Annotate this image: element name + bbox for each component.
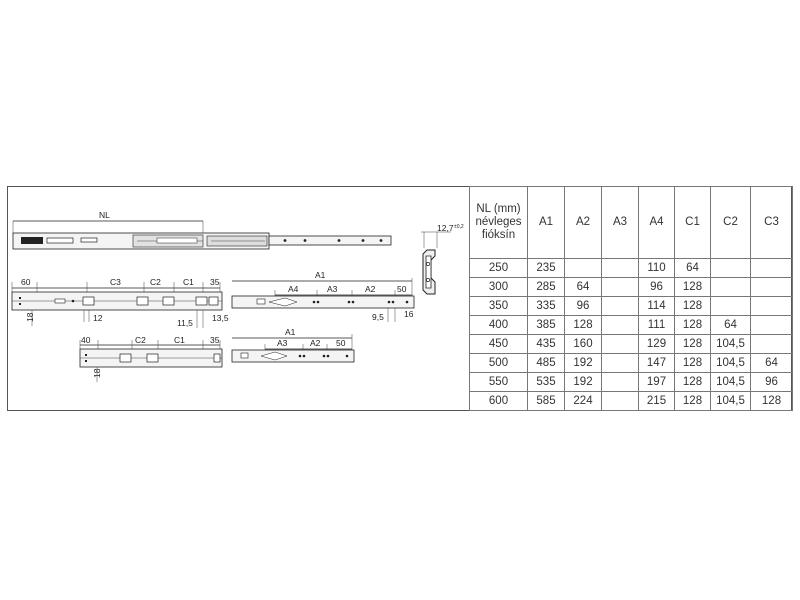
table-cell: [565, 259, 602, 278]
table-row: [470, 392, 793, 411]
table-row: [470, 278, 793, 297]
nl-label: NL: [99, 210, 110, 220]
table-row: [470, 354, 793, 373]
cabinet-16-label: 16: [404, 309, 414, 319]
table-row: [470, 335, 793, 354]
table-cell: [602, 316, 639, 335]
table-cell: 535: [528, 373, 565, 392]
drawer-13-5-label: 13,5: [212, 313, 229, 323]
table-cell: 128: [675, 373, 711, 392]
cabinet-member-short: [232, 327, 354, 362]
cabinet-short-50-label: 50: [336, 338, 346, 348]
table-cell: [751, 259, 793, 278]
table-cell: [602, 259, 639, 278]
table-cell: 285: [528, 278, 565, 297]
table-cell: 104,5: [711, 392, 751, 411]
header-c3: C3: [751, 187, 793, 259]
header-nl: NL (mm) névleges fióksín: [470, 187, 528, 259]
table-cell: 128: [675, 392, 711, 411]
drawer-c2-label: C2: [150, 277, 161, 287]
table-row: [470, 373, 793, 392]
cabinet-a4-label: A4: [288, 284, 299, 294]
cabinet-short-a2-label: A2: [310, 338, 321, 348]
table-cell: [751, 316, 793, 335]
table-cell: [751, 297, 793, 316]
drawer-short-c1-label: C1: [174, 335, 185, 345]
header-c2: C2: [711, 187, 751, 259]
table-cell: 104,5: [711, 335, 751, 354]
header-c1: C1: [675, 187, 711, 259]
drawer-35-label: 35: [210, 277, 220, 287]
table-cell: 114: [639, 297, 675, 316]
technical-drawing: [7, 186, 469, 411]
drawer-short-18-label: 18: [92, 368, 102, 378]
table-cell: [602, 354, 639, 373]
table-cell: 128: [675, 335, 711, 354]
cabinet-short-a1-label: A1: [285, 327, 296, 337]
table-cell: 435: [528, 335, 565, 354]
table-row: [470, 259, 793, 278]
drawer-60-label: 60: [21, 277, 31, 287]
table-cell: 128: [675, 278, 711, 297]
table-cell: 335: [528, 297, 565, 316]
table-cell: 215: [639, 392, 675, 411]
table-cell: 128: [751, 392, 793, 411]
table-row: [470, 297, 793, 316]
table-cell: 550: [470, 373, 528, 392]
cabinet-a2-label: A2: [365, 284, 376, 294]
table-cell: 400: [470, 316, 528, 335]
table-cell: [711, 297, 751, 316]
table-cell: 192: [565, 373, 602, 392]
table-cell: 64: [751, 354, 793, 373]
table-cell: [751, 335, 793, 354]
header-a3: A3: [602, 187, 639, 259]
table-cell: 128: [565, 316, 602, 335]
profile-height-label: 12,7: [437, 223, 454, 233]
table-header-row: [470, 187, 793, 259]
header-a4: A4: [639, 187, 675, 259]
cabinet-a1-label: A1: [315, 270, 326, 280]
table-cell: [751, 278, 793, 297]
header-a2: A2: [565, 187, 602, 259]
table-cell: [602, 392, 639, 411]
cabinet-a3-label: A3: [327, 284, 338, 294]
header-a1: A1: [528, 187, 565, 259]
table-cell: 147: [639, 354, 675, 373]
drawer-short-c2-label: C2: [135, 335, 146, 345]
table-body: [470, 259, 793, 411]
table-cell: 64: [675, 259, 711, 278]
table-cell: 192: [565, 354, 602, 373]
drawer-short-35-label: 35: [210, 335, 220, 345]
profile-section: [421, 223, 464, 294]
table-cell: 450: [470, 335, 528, 354]
table-cell: 160: [565, 335, 602, 354]
drawer-18-label: 18: [25, 312, 35, 322]
table-cell: 600: [470, 392, 528, 411]
table-cell: 585: [528, 392, 565, 411]
table-cell: [602, 278, 639, 297]
table-cell: 197: [639, 373, 675, 392]
table-cell: 111: [639, 316, 675, 335]
table-cell: 104,5: [711, 373, 751, 392]
profile-tolerance-label: ±0,2: [454, 224, 464, 230]
drawer-c1-label: C1: [183, 277, 194, 287]
drawer-12-label: 12: [93, 313, 103, 323]
table-cell: 224: [565, 392, 602, 411]
table-cell: 128: [675, 316, 711, 335]
top-view-slide: [13, 210, 391, 249]
drawer-11-5-label: 11,5: [177, 318, 193, 328]
dimension-table: [469, 186, 793, 411]
table-cell: 485: [528, 354, 565, 373]
drawer-short-40-label: 40: [81, 335, 91, 345]
cabinet-short-a3-label: A3: [277, 338, 288, 348]
cabinet-50-label: 50: [397, 284, 407, 294]
table-cell: 64: [565, 278, 602, 297]
drawer-member-short: [80, 335, 222, 382]
table-cell: [711, 259, 751, 278]
table-cell: 250: [470, 259, 528, 278]
table-cell: 96: [639, 278, 675, 297]
table-cell: 128: [675, 354, 711, 373]
table-cell: 128: [675, 297, 711, 316]
drawer-member-long: [12, 277, 229, 328]
cabinet-9-5-label: 9,5: [372, 312, 384, 322]
table-cell: 235: [528, 259, 565, 278]
table-cell: [602, 335, 639, 354]
table-cell: 385: [528, 316, 565, 335]
cabinet-member-long: [232, 270, 414, 322]
table-cell: 96: [565, 297, 602, 316]
table-cell: [602, 373, 639, 392]
table-cell: 104,5: [711, 354, 751, 373]
table-cell: 350: [470, 297, 528, 316]
drawer-c3-label: C3: [110, 277, 121, 287]
table-row: [470, 316, 793, 335]
table-cell: 96: [751, 373, 793, 392]
table-cell: 129: [639, 335, 675, 354]
table-cell: 500: [470, 354, 528, 373]
table-cell: 110: [639, 259, 675, 278]
table-cell: [711, 278, 751, 297]
table-cell: [602, 297, 639, 316]
table-cell: 64: [711, 316, 751, 335]
table-cell: 300: [470, 278, 528, 297]
